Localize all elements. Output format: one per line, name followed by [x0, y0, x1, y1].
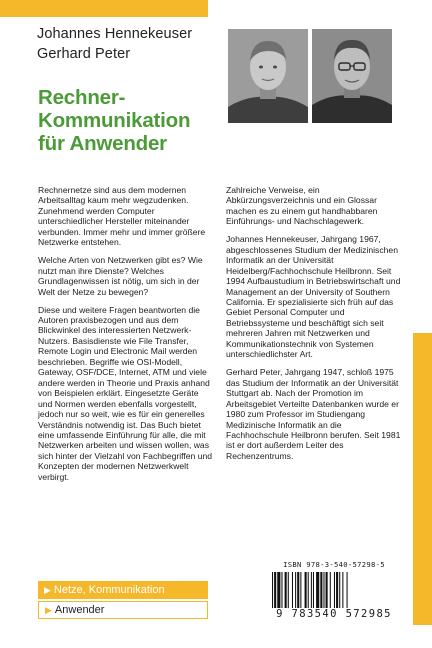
isbn-barcode-block [264, 560, 404, 620]
series-name: Netze, Kommunikation [53, 584, 165, 596]
title-line: Rechner- [38, 86, 126, 109]
title-line: für Anwender [38, 132, 167, 155]
author-bio: Gerhard Peter, Jahrgang 1947, schloß 1975 das Studium der Informatik an der Universität Stuttgart ab. Nach der Promotion im Arbeitsgebiet Verteilte Datenbanken wurde er 1980 zum Professor im Studiengang Medizinische Informatik an die Fachhochschule Heilbronn berufen. Seit 1981 ist er dort außerdem Leiter des Rechenzentrums. [226, 367, 401, 461]
book-title [38, 86, 224, 155]
author-bio: Johannes Hennekeuser, Jahrgang 1967, abgeschlossenes Studium der Medizinischen Informatik an der Universität Heidelberg/Fachhochschule Heilbronn. Seit 1994 Aufbaustudium in Betriebswirtschaft und Management an der University of Southern California. Er spezialisierte sich früh auf das Gebiet Personal Computer und Betriebssysteme und beschäftigt sich seit mehreren Jahren mit Netzwerken und Kommunikationstechnik von Systemen unterschiedlichster Art. [226, 234, 401, 360]
description-paragraph: Zahlreiche Verweise, ein Abkürzungsverzeichnis und ein Glossar machen es zu einem gut handhabbaren Einführungs- und Nachschlagewerk. [226, 185, 378, 227]
description-column-left [38, 185, 214, 490]
series-label-network [38, 581, 208, 599]
author-name: Johannes Hennekeuser [37, 26, 193, 42]
author-photo [228, 29, 308, 123]
barcode-digits: 9 783540 572985 [276, 608, 392, 620]
triangle-right-icon: ▶ [44, 585, 51, 595]
barcode-graphic [270, 572, 398, 608]
author-portrait-image [228, 29, 308, 123]
top-accent-bar [0, 0, 208, 17]
side-accent-bar [413, 333, 432, 625]
description-paragraph: Welche Arten von Netzwerken gibt es? Wie nutzt man ihre Dienste? Welches Grundlagenwissen ist nötig, um sich in der Welt der Netze zu bewegen? [38, 255, 203, 297]
author-photo [312, 29, 392, 123]
isbn-label: ISBN 978-3-540-57298-5 [283, 560, 385, 569]
author-portrait-image [312, 29, 392, 123]
title-line: Kommunikation [38, 109, 191, 132]
description-column-right [226, 185, 404, 469]
description-paragraph: Rechnernetze sind aus dem modernen Arbeitsalltag kaum mehr wegzudenken. Zunehmend werden Computer unterschiedlicher Hersteller miteinander verbunden. Immer mehr und immer größere Netzwerke entstehen. [38, 185, 206, 248]
triangle-right-icon: ▶ [45, 605, 52, 615]
author-name: Gerhard Peter [37, 46, 131, 62]
series-name: Anwender [54, 604, 105, 616]
series-label-user [38, 601, 208, 619]
description-paragraph: Diese und weitere Fragen beantworten die Autoren praxisbezogen und aus dem Blickwinkel des interessierten Netzwerk-Nutzers. Basisdienste wie File Transfer, Remote Login und Electronic Mail werden beschrieben. Begriffe wie OSI-Modell, Gateway, OSF/DCE, Internet, ATM und viele andere werden in Theorie und Praxis anhand von Beispielen erklärt. Eingesetzte Geräte und Normen werden ebenfalls vorgestellt, jedoch nur so weit, wie es für ein generelles Verständnis notwendig ist. Das Buch bietet eine umfassende Einführung für alle, die mit Netzwerken arbeiten und wissen wollen, was sich hinter der Vielzahl von Fachbegriffen und Konzepten der modernen Netzwerkwelt verbirgt. [38, 304, 213, 482]
